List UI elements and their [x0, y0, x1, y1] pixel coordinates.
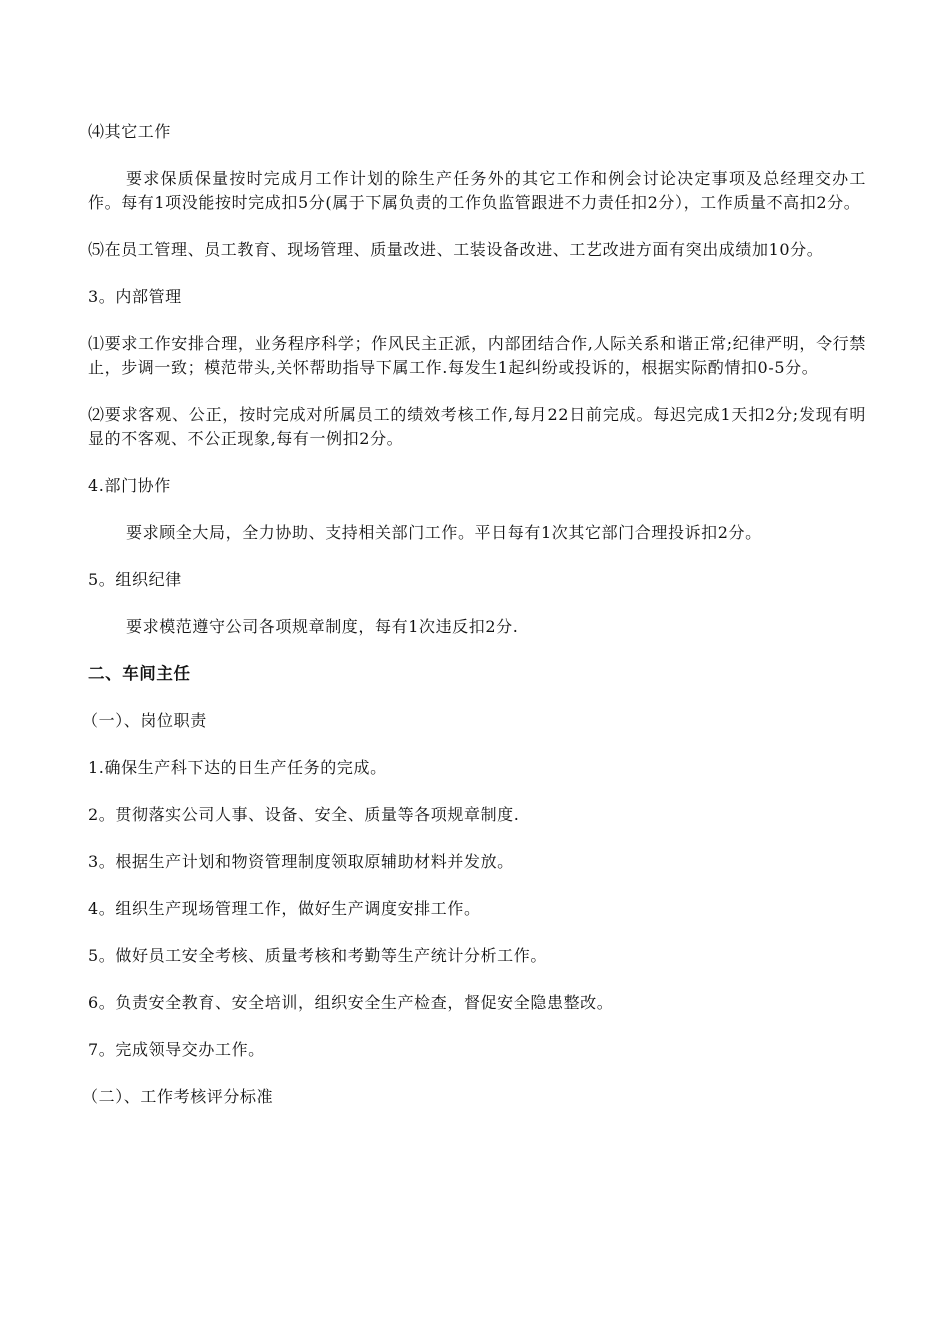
section-title-internal-management: 3。内部管理: [88, 287, 182, 306]
duty-item-6: 6。负责安全教育、安全培训，组织安全生产检查，督促安全隐患整改。: [88, 993, 614, 1012]
paragraph-organization-discipline: 要求模范遵守公司各项规章制度，每有1次违反扣2分.: [126, 617, 519, 636]
heading-workshop-director: 二、车间主任: [88, 664, 191, 683]
duty-item-7: 7。完成领导交办工作。: [88, 1040, 265, 1059]
paragraph-bonus-points: ⑸在员工管理、员工教育、现场管理、质量改进、工装设备改进、工艺改进方面有突出成绩加10分。: [88, 240, 824, 259]
paragraph-internal-management-2: ⑵要求客观、公正，按时完成对所属员工的绩效考核工作,每月22日前完成。每迟完成1天扣2分;发现有明显的不客观、不公正现象,每有一例扣2分。: [88, 405, 866, 448]
section-title-organization-discipline: 5。组织纪律: [88, 570, 182, 589]
duty-item-4: 4。组织生产现场管理工作，做好生产调度安排工作。: [88, 899, 481, 918]
section-title-other-work: ⑷其它工作: [88, 122, 172, 141]
subheading-evaluation-criteria: （二）、工作考核评分标准: [82, 1087, 274, 1106]
document-page: [82, 120, 866, 1132]
paragraph-other-work-requirement: 要求保质保量按时完成月工作计划的除生产任务外的其它工作和例会讨论决定事项及总经理交办工作。每有1项没能按时完成扣5分(属于下属负责的工作负监管跟进不力责任扣2分），工作质量不高扣2分。: [88, 169, 866, 212]
duty-item-3: 3。根据生产计划和物资管理制度领取原辅助材料并发放。: [88, 852, 514, 871]
section-title-department-cooperation: 4.部门协作: [88, 476, 171, 495]
duty-item-1: 1.确保生产科下达的日生产任务的完成。: [88, 758, 387, 777]
duty-item-5: 5。做好员工安全考核、质量考核和考勤等生产统计分析工作。: [88, 946, 547, 965]
paragraph-department-cooperation: 要求顾全大局，全力协助、支持相关部门工作。平日每有1次其它部门合理投诉扣2分。: [126, 523, 762, 542]
duty-item-2: 2。贯彻落实公司人事、设备、安全、质量等各项规章制度.: [88, 805, 520, 824]
paragraph-internal-management-1: ⑴要求工作安排合理，业务程序科学；作风民主正派，内部团结合作,人际关系和谐正常;纪律严明，令行禁止，步调一致；模范带头,关怀帮助指导下属工作.每发生1起纠纷或投诉的，根据实际酌情扣0-5分。: [88, 334, 866, 377]
subheading-job-duties: （一）、岗位职责: [82, 711, 207, 730]
